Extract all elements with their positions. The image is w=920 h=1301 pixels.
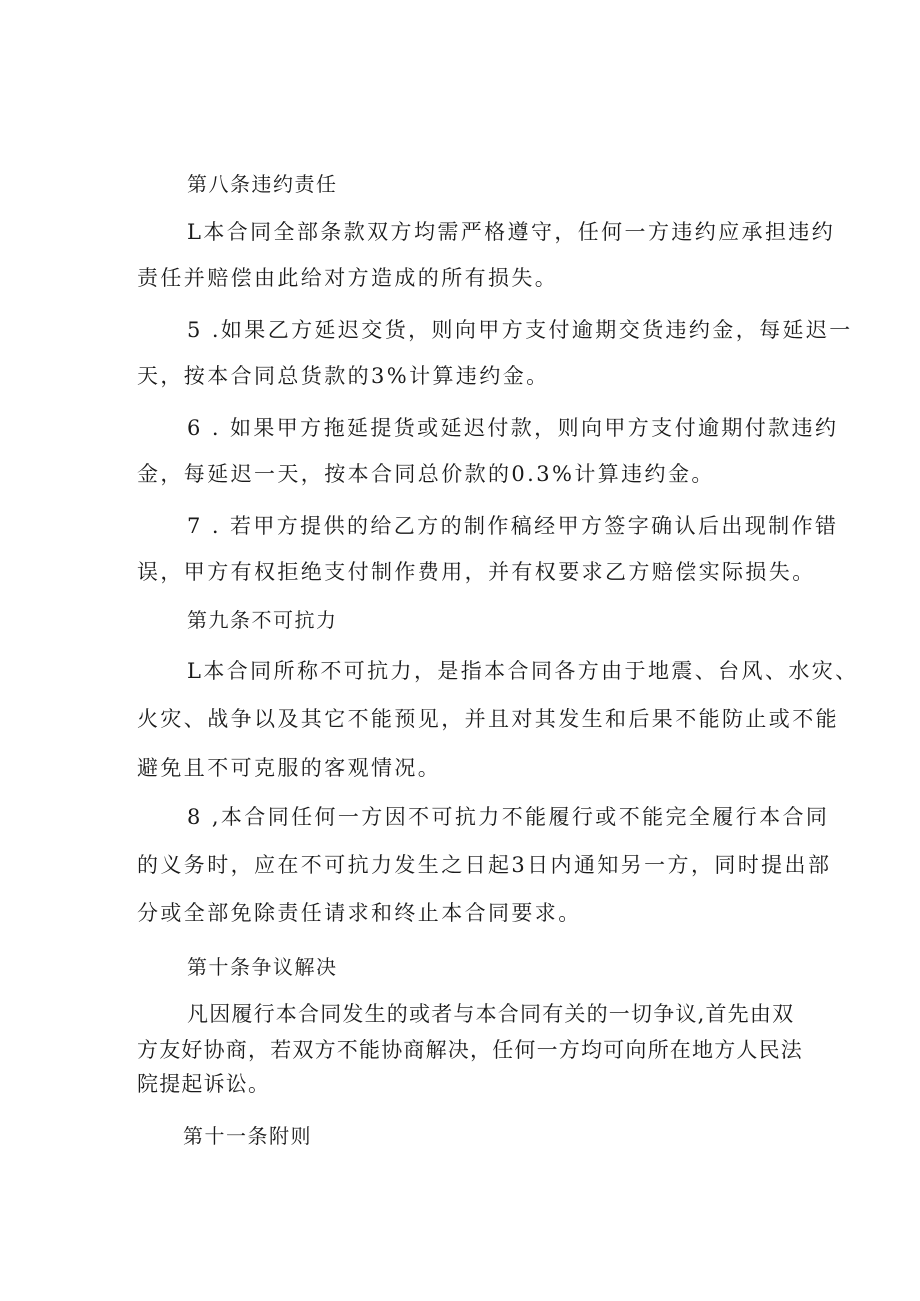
article-10-body-line-1: 凡因履行本合同发生的或者与本合同有关的一切争议,首先由双 (187, 1002, 795, 1026)
article-9-item-8-line-3: 分或全部免除责任请求和终止本合同要求。 (137, 901, 582, 925)
article-10-body-line-3: 院提起诉讼。 (137, 1072, 271, 1096)
article-8-item-7-line-2: 误，甲方有权拒绝支付制作费用，并有权要求乙方赔偿实际损失。 (137, 560, 816, 584)
article-9-item-8-line-2: 的义务时，应在不可抗力发生之日起3日内通知另一方，同时提出部 (137, 853, 832, 877)
article-8-item-6-line-2: 金，每延迟一天，按本合同总价款的0.3%计算违约金。 (137, 462, 715, 486)
article-8-item-5-line-2: 天，按本合同总货款的3%计算违约金。 (137, 364, 550, 388)
article-9-item-1-line-2: 火灾、战争以及其它不能预见，并且对其发生和后果不能防止或不能 (137, 707, 839, 731)
article-8-item-1-line-1: L本合同全部条款双方均需严格遵守，任何一方违约应承担违约 (187, 220, 836, 244)
article-8-heading: 第八条违约责任 (187, 172, 338, 196)
article-8-item-1-line-2: 责任并赔偿由此给对方造成的所有损失。 (137, 266, 559, 290)
article-9-heading: 第九条不可抗力 (187, 608, 338, 632)
article-9-item-8-line-1: 8 ,本合同任何一方因不可抗力不能履行或不能完全履行本合同 (187, 805, 830, 829)
article-9-item-1-line-1: L本合同所称不可抗力，是指本合同各方由于地震、台风、水灾、 (187, 659, 859, 683)
article-11-heading: 第十一条附则 (183, 1124, 312, 1148)
article-9-item-1-line-3: 避免且不可克服的客观情况。 (137, 756, 442, 780)
article-10-body-line-2: 方友好协商，若双方不能协商解决，任何一方均可向所在地方人民法 (137, 1038, 803, 1062)
article-8-item-7-line-1: 7 . 若甲方提供的给乙方的制作稿经甲方签字确认后出现制作错 (187, 514, 839, 538)
article-8-item-6-line-1: 6 . 如果甲方拖延提货或延迟付款，则向甲方支付逾期付款违约 (187, 416, 839, 440)
article-8-item-5-line-1: 5 .如果乙方延迟交货，则向甲方支付逾期交货违约金，每延迟一 (187, 318, 853, 342)
article-10-heading: 第十条争议解决 (187, 955, 338, 979)
